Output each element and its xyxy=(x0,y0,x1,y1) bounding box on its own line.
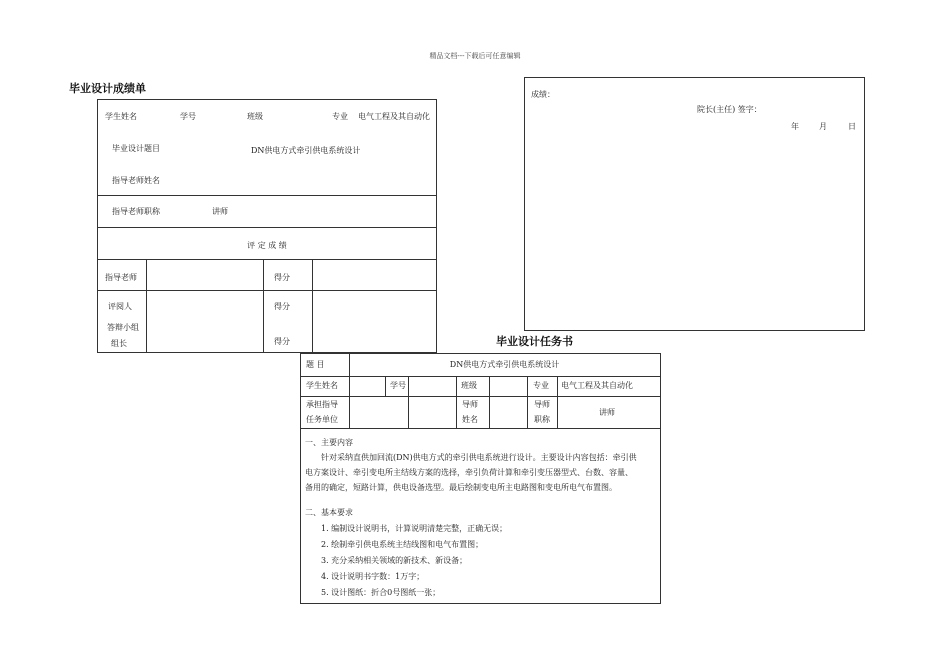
requirement-item: 5. 设计图纸：折合0号图纸一张； xyxy=(321,588,441,597)
task-unit-label-1: 承担指导 xyxy=(306,400,338,409)
task-major-label: 专业 xyxy=(533,381,549,390)
grade-sheet-table xyxy=(97,99,437,353)
dean-sign-label: 院长(主任) 签字： xyxy=(697,105,762,114)
task-class-label: 班级 xyxy=(461,381,477,390)
task-advisor-title-label-2: 职称 xyxy=(534,415,550,424)
requirement-item: 3. 充分采纳相关领域的新技术、新设备； xyxy=(321,556,468,565)
result-box xyxy=(524,77,865,331)
advisor-title-value: 讲师 xyxy=(212,207,228,216)
task-topic-value: DN供电方式牵引供电系统设计 xyxy=(449,360,560,369)
main-content-line: 备用的确定，短路计算，供电设备选型。最后绘制变电所主电路图和变电所电气布置图。 xyxy=(305,483,617,492)
task-book-title: 毕业设计任务书 xyxy=(496,335,573,348)
header-note: 精品文档---下载后可任意编辑 xyxy=(429,52,521,60)
advisor-label: 指导老师 xyxy=(105,273,137,282)
task-student-name-label: 学生姓名 xyxy=(306,381,338,390)
evaluation-label: 评 定 成 绩 xyxy=(247,241,287,250)
task-unit-label-2: 任务单位 xyxy=(306,415,338,424)
main-content-heading: 一、主要内容 xyxy=(305,438,353,447)
main-content-line: 电方案设计、牵引变电所主结线方案的选择，牵引负荷计算和牵引变压器型式、台数、容量、 xyxy=(305,468,633,477)
main-content-line: 针对采纳直供加回流(DN)供电方式的牵引供电系统进行设计。主要设计内容包括：牵引供 xyxy=(321,453,637,462)
requirement-item: 1. 编制设计说明书，计算说明清楚完整，正确无误； xyxy=(321,524,508,533)
major-value: 电气工程及其自动化 xyxy=(358,112,430,121)
student-name-label: 学生姓名 xyxy=(105,112,137,121)
task-advisor-title-value: 讲师 xyxy=(599,408,615,417)
major-label: 专业 xyxy=(332,112,348,121)
grade-sheet-title: 毕业设计成绩单 xyxy=(69,82,146,95)
student-id-label: 学号 xyxy=(180,112,196,121)
topic-value: DN供电方式牵引供电系统设计 xyxy=(251,146,361,155)
defense-leader-score-label: 得分 xyxy=(274,337,290,346)
day-label: 日 xyxy=(848,122,856,131)
task-advisor-name-label-2: 姓名 xyxy=(462,415,478,424)
advisor-title-label: 指导老师职称 xyxy=(112,207,160,216)
topic-label: 毕业设计题目 xyxy=(112,144,160,153)
task-topic-label: 题 目 xyxy=(306,360,325,369)
task-advisor-title-label-1: 导师 xyxy=(534,400,550,409)
task-advisor-name-label-1: 导师 xyxy=(462,400,478,409)
task-book-table xyxy=(300,353,661,604)
month-label: 月 xyxy=(819,122,827,131)
defense-leader-label-2: 组长 xyxy=(111,339,127,348)
result-label: 成绩： xyxy=(531,90,555,99)
defense-leader-label-1: 答辩小组 xyxy=(107,323,139,332)
class-label: 班级 xyxy=(247,112,263,121)
requirement-item: 4. 设计说明书字数：1万字； xyxy=(321,572,425,581)
task-student-id-label: 学号 xyxy=(390,381,406,390)
requirement-item: 2. 绘制牵引供电系统主结线图和电气布置图； xyxy=(321,540,484,549)
requirements-heading: 二、基本要求 xyxy=(305,508,353,517)
reviewer-score-label: 得分 xyxy=(274,302,290,311)
task-major-value: 电气工程及其自动化 xyxy=(561,381,633,390)
advisor-score-label: 得分 xyxy=(274,273,290,282)
reviewer-label: 评阅人 xyxy=(108,302,132,311)
year-label: 年 xyxy=(791,122,799,131)
advisor-name-label: 指导老师姓名 xyxy=(112,176,160,185)
